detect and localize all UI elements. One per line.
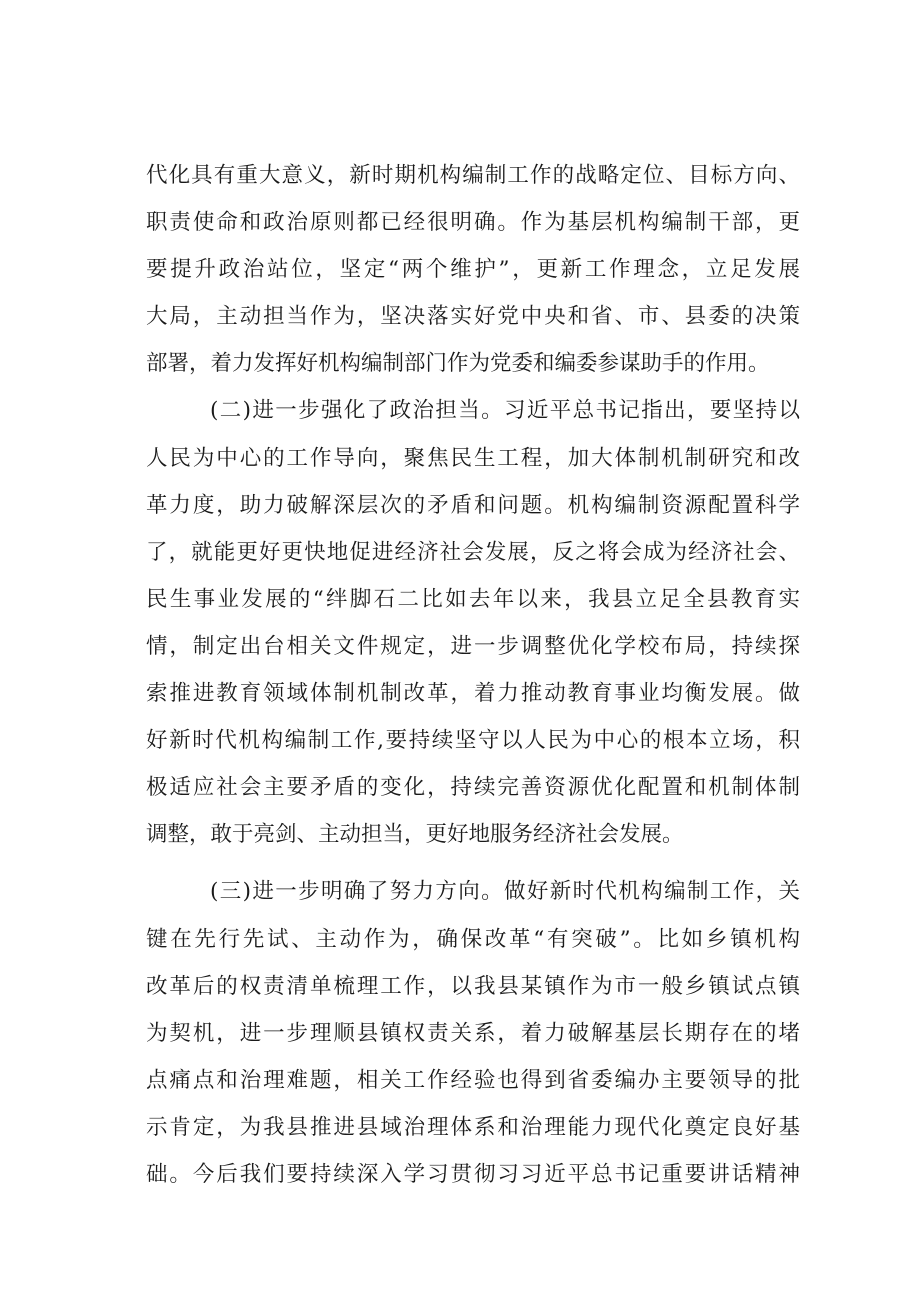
text-line: 示肯定，为我县推进县域治理体系和治理能力现代化奠定良好基 <box>146 1114 800 1140</box>
text-line: 础。今后我们要持续深入学习贯彻习习近平总书记重要讲话精神 <box>146 1161 800 1187</box>
document-body <box>146 152 800 1198</box>
paragraph-continuation <box>146 152 800 387</box>
text-line: 人民为中心的工作导向，聚焦民生工程，加大体制机制研究和改 <box>146 445 800 471</box>
text-line: 键在先行先试、主动作为，确保改革“有突破”。比如乡镇机构 <box>146 926 800 952</box>
text-line: 部署，着力发挥好机构编制部门作为党委和编委参谋助手的作用。 <box>146 351 770 377</box>
text-line: 索推进教育领域体制机制改革，着力推动教育事业均衡发展。做 <box>146 681 800 707</box>
text-line: 了，就能更好更快地促进经济社会发展，反之将会成为经济社会、 <box>146 539 800 565</box>
text-line: 民生事业发展的“绊脚石二比如去年以来，我县立足全县教育实 <box>146 586 800 612</box>
paragraph-gap <box>146 858 800 868</box>
text-line: 改革后的权责清单梳理工作，以我县某镇作为市一般乡镇试点镇 <box>146 973 800 999</box>
text-line: 职责使命和政治原则都已经很明确。作为基层机构编制干部，更 <box>146 210 800 236</box>
paragraph-section-two <box>146 387 800 858</box>
text-line: 情，制定出台相关文件规定，进一步调整优化学校布局，持续探 <box>146 633 800 659</box>
text-line: 极适应社会主要矛盾的变化，持续完善资源优化配置和机制体制 <box>146 775 800 801</box>
section-heading-line: (三)进一步明确了努力方向。做好新时代机构编制工作，关 <box>210 879 800 905</box>
text-line: 大局，主动担当作为，坚决落实好党中央和省、市、县委的决策 <box>146 304 800 330</box>
section-heading-line: (二)进一步强化了政治担当。习近平总书记指出，要坚持以 <box>210 398 800 424</box>
text-line: 调整，敢于亮剑、主动担当，更好地服务经济社会发展。 <box>146 822 684 848</box>
text-line: 革力度，助力破解深层次的矛盾和问题。机构编制资源配置科学 <box>146 492 800 518</box>
text-line: 为契机，进一步理顺县镇权责关系，着力破解基层长期存在的堵 <box>146 1020 800 1046</box>
text-line: 代化具有重大意义，新时期机构编制工作的战略定位、目标方向、 <box>146 163 800 188</box>
text-line: 要提升政治站位，坚定“两个维护”，更新工作理念，立足发展 <box>146 257 800 283</box>
text-line: 好新时代机构编制工作,要持续坚守以人民为中心的根本立场，积 <box>146 728 800 754</box>
paragraph-section-three <box>146 868 800 1198</box>
text-line: 点痛点和治理难题，相关工作经验也得到省委编办主要领导的批 <box>146 1067 800 1093</box>
